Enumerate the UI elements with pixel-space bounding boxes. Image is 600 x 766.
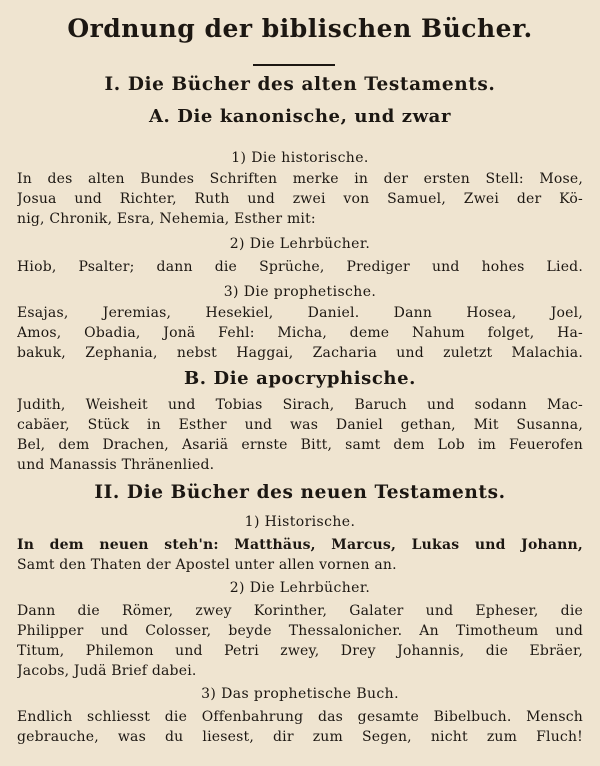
ot-teaching-heading: 2) Die Lehrbücher. bbox=[229, 236, 371, 252]
ot-historical-heading: 1) Die historische. bbox=[231, 150, 369, 166]
nt-historical-line-1: In dem neuen steh'n: Matthäus, Marcus, Lukas und Johann, bbox=[17, 537, 583, 553]
ot-prophetic-line-1: Esajas, Jeremias, Hesekiel, Daniel. Dann Hosea, Joel, bbox=[17, 305, 583, 321]
apocrypha-line-4: und Manassis Thränenlied. bbox=[17, 457, 215, 473]
nt-historical-heading: 1) Historische. bbox=[244, 514, 356, 530]
nt-teaching-heading: 2) Die Lehrbücher. bbox=[229, 580, 371, 596]
ot-prophetic-heading: 3) Die prophetische. bbox=[223, 284, 377, 300]
apocrypha-heading: B. Die apocryphische. bbox=[183, 368, 417, 389]
ot-historical-line-2: Josua und Richter, Ruth und zwei von Samuel, Zwei der Kö- bbox=[17, 191, 583, 207]
title-divider bbox=[253, 64, 335, 66]
ot-prophetic-line-3: bakuk, Zephania, nebst Haggai, Zacharia und zuletzt Malachia. bbox=[17, 345, 583, 361]
ot-historical-line-1: In des alten Bundes Schriften merke in der ersten Stell: Mose, bbox=[17, 171, 583, 187]
apocrypha-line-3: Bel, dem Drachen, Asariä ernste Bitt, samt dem Lob im Feuerofen bbox=[17, 437, 583, 453]
ot-historical-line-3: nig, Chronik, Esra, Nehemia, Esther mit: bbox=[17, 211, 316, 227]
apocrypha-line-2: cabäer, Stück in Esther und was Daniel gethan, Mit Susanna, bbox=[17, 417, 583, 433]
ot-prophetic-line-2: Amos, Obadia, Jonä Fehl: Micha, deme Nahum folget, Ha- bbox=[17, 325, 583, 341]
nt-historical-line-2: Samt den Thaten der Apostel unter allen vornen an. bbox=[17, 557, 397, 573]
nt-teaching-line-2: Philipper und Colosser, beyde Thessalonicher. An Timotheum und bbox=[17, 623, 583, 639]
old-testament-heading: I. Die Bücher des alten Testaments. bbox=[104, 74, 496, 95]
ot-teaching-line-1: Hiob, Psalter; dann die Sprüche, Prediger und hohes Lied. bbox=[17, 259, 583, 275]
nt-teaching-line-1: Dann die Römer, zwey Korinther, Galater und Epheser, die bbox=[17, 603, 583, 619]
page-title: Ordnung der biblischen Bücher. bbox=[67, 14, 533, 43]
nt-prophetic-heading: 3) Das prophetische Buch. bbox=[201, 686, 399, 702]
nt-prophetic-line-2: gebrauche, was du liesest, dir zum Segen, nicht zum Fluch! bbox=[17, 729, 583, 745]
nt-prophetic-line-1: Endlich schliesst die Offenbahrung das gesamte Bibelbuch. Mensch bbox=[17, 709, 583, 725]
canonical-heading: A. Die kanonische, und zwar bbox=[148, 106, 452, 127]
nt-teaching-line-4: Jacobs, Judä Brief dabei. bbox=[17, 663, 197, 679]
apocrypha-line-1: Judith, Weisheit und Tobias Sirach, Baruch und sodann Mac- bbox=[17, 397, 583, 413]
new-testament-heading: II. Die Bücher des neuen Testaments. bbox=[94, 482, 506, 503]
nt-teaching-line-3: Titum, Philemon und Petri zwey, Drey Johannis, die Ebräer, bbox=[17, 643, 583, 659]
